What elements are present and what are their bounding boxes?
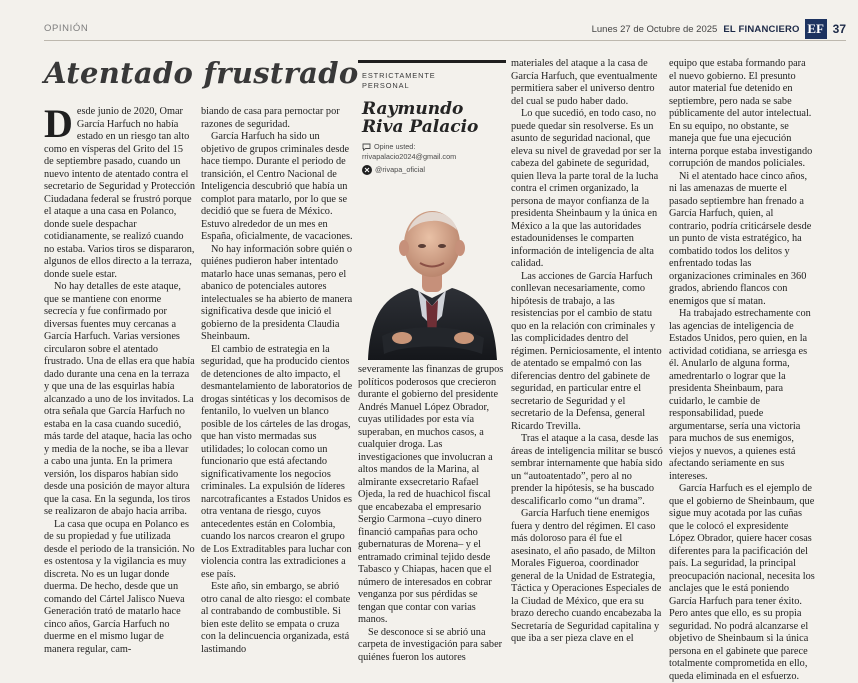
author-email[interactable]: rrivapalacio2024@gmail.com [362,151,457,161]
article-paragraph: García Harfuch ha sido un objetivo de grupos criminales desde hace tiempo. Durante el periodo de transición, el Centro Nacional de Inteligencia descubrió que había un complot para matarlo, por lo que se decidió que se fuera de México. Estuvo alrededor de un mes en España, oficialmente, de vacaciones. [201,131,353,242]
article-column-2 [201,106,354,656]
article-paragraph: severamente las finanzas de grupos políticos poderosos que crecieron durante el gobierno del presidente Andrés Manuel López Obrador, cuyas utilidades por esta vía superaban, en muchos casos, a cualquier droga. Las investigaciones que involucran a altos mandos de la Marina, al almirante exsecretario Rafael Ojeda, la red de huachicol fiscal que encabezaba el empresario Sergio Carmona –cuyo dinero financió campañas para ocho gubernaturas de Morena– y el entramado criminal tejido desde Tabasco y Chiapas, hacen que el número de interesados en cobrar venganza por sus pérdidas se tengan que contar con varias manos. [358,364,504,625]
article-paragraph: Lo que sucedió, en todo caso, no puede quedar sin resolverse. Es un asunto de seguridad nacional, que eleva su nivel de gravedad por ser la cabeza del gabinete de seguridad, quien lleva la parte toral de la lucha contra el crimen organizado, la persona de mayor confianza de la presidenta Sheinbaum y la única en México a la que las autoridades estadounidenses le comparten información de inteligencia de alta calidad. [511,108,662,269]
header-meta [592,19,846,39]
article-column-3 [358,364,506,664]
x-logo-icon [362,165,372,175]
author-contact [362,142,506,175]
author-x-handle[interactable]: @rivapa_oficial [375,164,425,174]
article-paragraph: Se desconoce si se abrió una carpeta de investigación para saber quiénes fueron los autores [358,626,503,663]
x-row [362,164,506,175]
drop-cap: D [44,101,73,146]
article-paragraph: No hay información sobre quién o quiénes pudieron haber intentado matarlo hace unas semanas, pero el abanico de potenciales autores intelectuales se ha abierto de manera significativa desde que inició el gobierno de la presidenta Claudia Sheinbaum. [201,243,353,342]
article-paragraph: materiales del ataque a la casa de García Harfuch, que eventualmente permitiera saber el universo dentro del cual se pudo haber dado. [511,58,658,107]
paragraph-text: esde junio de 2020, Omar García Harfuch no había estado en un riesgo tan alto como en vísperas del Grito del 15 de septiembre pasado, cuando un nuevo intento de atentado contra el secretario de Seguridad y Protección Ciudadana federal se frustró porque el ataque a una casa en Polanco, donde suele despachar cotidianamente, se realizó cuando no estaba. Varios tiros se dispararon, algunos de ellos directo a la terraza, donde suele estar. [44,106,195,280]
page-number: 37 [832,22,846,36]
page-header [0,0,858,40]
opinion-label: Opine usted: [374,142,416,151]
article-column-1 [44,101,195,656]
article-column-4 [511,58,663,646]
author-name-line: Raymundo [362,99,464,119]
issue-date: Lunes 27 de Octubre de 2025 [591,23,718,35]
article-paragraph: Tras el ataque a la casa, desde las áreas de inteligencia militar se buscó sembrar internamente que había sido un “autoatentado”, pero al no prender la hipótesis, se ha buscado descalificarlo como “un drama”. [511,433,663,507]
author-box-rule [358,60,506,63]
header-divider [44,40,846,41]
article-paragraph: La casa que ocupa en Polanco es de su propiedad y fue utilizada desde el periodo de la transición. No es ostentosa y la vigilancia es muy discreta. No es un lugar donde duerma. De hecho, desde que un comando del Cártel Jalisco Nueva Generación trató de matarlo hace cinco años, García Harfuch no duerme en el mismo lugar de manera regular, cam- [44,518,195,655]
article-paragraph: Ni el atentado hace cinco años, ni las amenazas de muerte el pasado septiembre han frenado a García Harfuch, quien, al contrario, podría criticársele desde un punto de vista estratégico, ha combatido todos los delitos y enfrentado todas las organizaciones criminales en 360 grados, abriendo flancos con enemigos que sí matan. [669,170,812,307]
article-headline: Atentado frustrado [44,56,359,90]
article-column-5 [669,58,815,683]
author-name [362,100,506,136]
author-box [358,60,506,360]
section-name: OPINIÓN [44,23,89,34]
column-tag-line: PERSONAL [362,81,410,90]
column-tag-line: ESTRICTAMENTE [362,71,436,80]
article-paragraph: Las acciones de García Harfuch conllevan necesariamente, como hipótesis de trabajo, a las resistencias por el cambio de statu quo en la relación con criminales y las complicidades dentro del régimen. Perniciosamente, el intento de atentado se empalmó con las diferencias dentro del gabinete de seguridad, en particular entre el secretario de Seguridad y el secretario de la Defensa, general Ricardo Trevilla. [511,270,662,432]
chat-icon [362,143,371,151]
article-paragraph: García Harfuch es el ejemplo de que el gobierno de Sheinbaum, que sigue muy acotada por las cuñas que le colocó el expresidente López Obrador, quiere hacer cosas diferentes para la pacificación del país. La seguridad, la principal preocupación nacional, necesita los anclajes que le está poniendo García Harfuch para tener éxito. Pero antes que ello, es su propia seguridad. No podrá alcanzarse el objetivo de Sheinbaum si la única persona en el gabinete que parece totalmente comprometida en ello, queda eliminada en el esfuerzo. [669,483,815,682]
article-paragraph: No hay detalles de este ataque, que se mantiene con enorme secrecía y fue confirmado por diversas fuentes muy cercanas a García Harfuch. Varias versiones circularon sobre el atentado frustrado. Una de ellas era que había dado durante una cena en la terraza y que una de las esquirlas había alcanzado a uno de los invitados. La otra señala que García Harfuch no estaba en la casa cuando sucedió, más tarde del ataque, hacia las ocho y media de la noche, se iba a llevar a cabo una junta. En la primera versión, los disparos habían sido desde una posición de mayor altura que la casa. En la segunda, los tiros se realizaron de abajo hacia arriba. [44,281,195,517]
article-paragraph: El cambio de estrategia en la seguridad, que ha producido cientos de detenciones de alto impacto, el desmantelamiento de laboratorios de drogas sintéticas y los decomisos de fentanilo, lo vuelven un blanco posible de los cárteles de las drogas, que han visto mermadas sus utilidades; lo colocan como un funcionario que está afectando significativamente los negocios criminales. La expulsión de líderes narcotraficantes a Estados Unidos es otra ventana de riesgo, cuyos antecedentes están en Colombia, cuando los narcos crearon el grupo de Los Extraditables para luchar con violencia contra las extradiciones a ese país. [201,343,353,580]
article-paragraph [44,101,195,281]
article-paragraph: Ha trabajado estrechamente con las agencias de inteligencia de Estados Unidos, pero quien, en la actividad cotidiana, se arriesga es él. Anularlo de alguna forma, amedrentarlo o lograr que la presidenta Sheinbaum, para cuidarlo, le cambie de responsabilidad, puede argumentarse, sería una victoria para muchos de sus enemigos, viejos y nuevos, a quienes está afectando seriamente en sus intereses. [669,308,811,482]
article-paragraph: biando de casa para pernoctar por razones de seguridad. [201,106,340,130]
article-paragraph: equipo que estaba formando para el nuevo gobierno. El presunto autor material fue detenido en septiembre, pero nada se sabe públicamente del autor intelectual. En su equipo, no obstante, se maneja que fue una ejecución interna porque estaba investigando corrupción de mandos policiales. [669,58,813,169]
article-paragraph: García Harfuch tiene enemigos fuera y dentro del régimen. El caso más doloroso para él fue el asesinato, el año pasado, de Milton Morales Figueroa, coordinador general de la Unidad de Estrategia, Táctica y Operaciones Especiales de la Ciudad de México, que era su brazo derecho cuando encabezaba la Secretaría de Seguridad capitalina y que iba a ser pieza clave en el [511,508,662,644]
author-portrait [364,188,500,360]
opinion-row [362,142,506,152]
newspaper-name: EL FINANCIERO [723,23,800,35]
column-tag [362,71,436,91]
newspaper-logo: EF [805,19,827,39]
author-name-line: Riva Palacio [362,117,479,137]
article-paragraph: Este año, sin embargo, se abrió otro canal de alto riesgo: el combate al contrabando de combustible. Si bien este delito se empata o cruza con la delincuencia organizada, está lastimando [201,581,351,655]
